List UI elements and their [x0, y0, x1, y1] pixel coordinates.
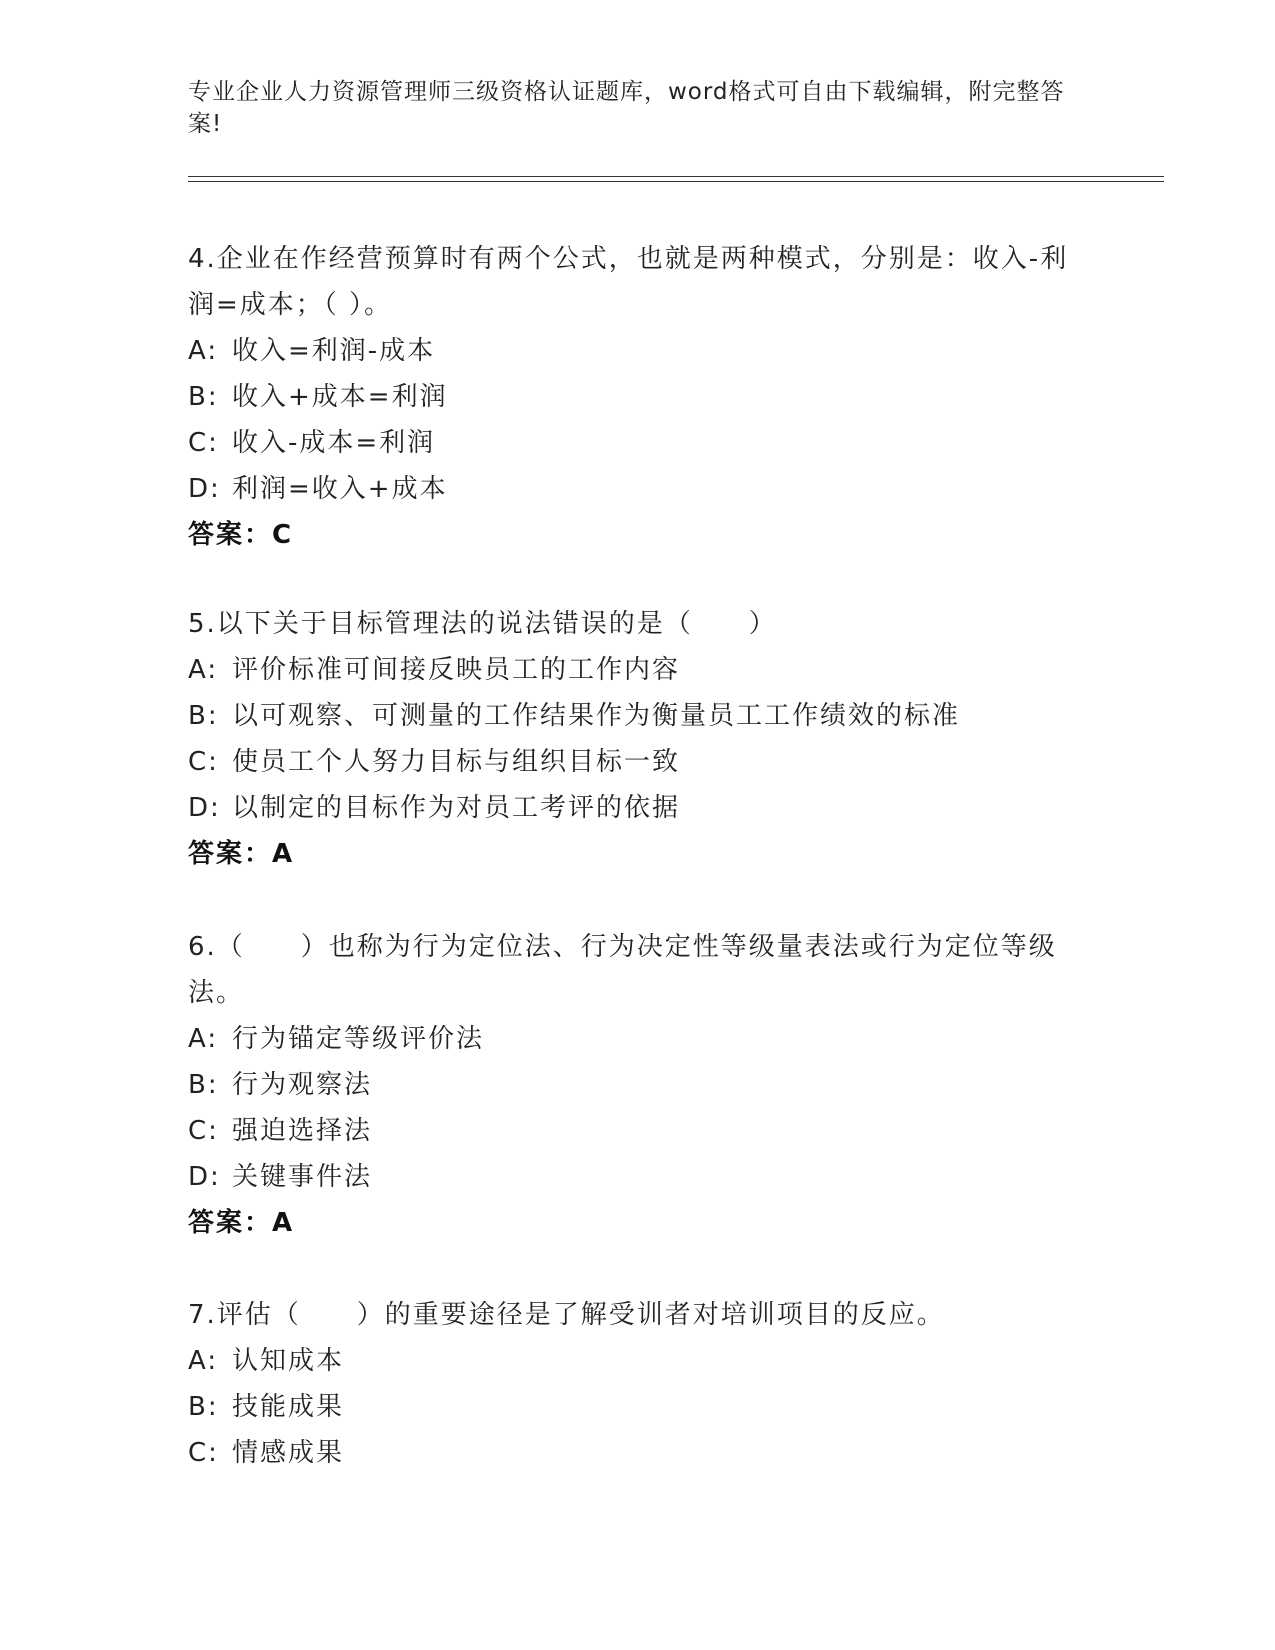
- option-text: 强迫选择法: [232, 1116, 373, 1146]
- option-text: 使员工个人努力目标与组织目标一致: [232, 747, 681, 777]
- answer: 答案：A: [188, 1208, 295, 1238]
- option-text: 收入-成本=利润: [232, 428, 436, 458]
- option-text: 关键事件法: [232, 1162, 373, 1192]
- option-d: [188, 466, 1088, 512]
- option-key: B:: [188, 701, 219, 731]
- option-b: [188, 693, 1088, 739]
- question-stem: 7.评估（ ）的重要途径是了解受训者对培训项目的反应。: [188, 1300, 945, 1330]
- option-text: 以可观察、可测量的工作结果作为衡量员工工作绩效的标准: [232, 701, 961, 731]
- option-key: C:: [188, 747, 219, 777]
- option-d: [188, 1154, 1088, 1200]
- option-c: [188, 1430, 1088, 1476]
- option-text: 以制定的目标作为对员工考评的依据: [232, 793, 681, 823]
- option-c: [188, 1108, 1088, 1154]
- option-key: B:: [188, 382, 219, 412]
- answer: 答案：A: [188, 839, 295, 869]
- question-stem: 5.以下关于目标管理法的说法错误的是（ ）: [188, 609, 777, 639]
- option-key: A:: [188, 1346, 219, 1376]
- option-key: C:: [188, 1438, 219, 1468]
- header-divider-bottom: [188, 181, 1164, 182]
- option-text: 评价标准可间接反映员工的工作内容: [232, 655, 681, 685]
- option-a: [188, 1016, 1088, 1062]
- question-stem: 4.企业在作经营预算时有两个公式，也就是两种模式，分别是：收入-利润=成本；（ ）。: [188, 244, 1069, 320]
- option-key: A:: [188, 655, 219, 685]
- option-b: [188, 374, 1088, 420]
- option-key: A:: [188, 336, 219, 366]
- option-text: 行为锚定等级评价法: [232, 1024, 485, 1054]
- question-stem: 6.（ ）也称为行为定位法、行为决定性等级量表法或行为定位等级法。: [188, 932, 1057, 1008]
- option-key: B:: [188, 1070, 219, 1100]
- option-a: [188, 1338, 1088, 1384]
- option-key: C:: [188, 1116, 219, 1146]
- option-a: [188, 328, 1088, 374]
- option-text: 利润=收入+成本: [232, 474, 448, 504]
- question-5: [188, 601, 1088, 877]
- question-7: [188, 1292, 1088, 1476]
- option-text: 收入=利润-成本: [232, 336, 436, 366]
- option-text: 技能成果: [232, 1392, 345, 1422]
- answer: 答案：C: [188, 520, 294, 550]
- option-text: 认知成本: [232, 1346, 345, 1376]
- option-key: C:: [188, 428, 219, 458]
- option-key: D:: [188, 793, 221, 823]
- option-d: [188, 785, 1088, 831]
- document-header: 专业企业人力资源管理师三级资格认证题库，word格式可自由下载编辑，附完整答案!: [188, 79, 1065, 137]
- header-divider-top: [188, 176, 1164, 177]
- question-6: [188, 924, 1088, 1246]
- option-text: 情感成果: [232, 1438, 345, 1468]
- option-b: [188, 1062, 1088, 1108]
- option-key: D:: [188, 1162, 221, 1192]
- option-c: [188, 739, 1088, 785]
- option-text: 行为观察法: [232, 1070, 373, 1100]
- option-text: 收入+成本=利润: [232, 382, 448, 412]
- option-key: A:: [188, 1024, 219, 1054]
- option-key: D:: [188, 474, 221, 504]
- option-key: B:: [188, 1392, 219, 1422]
- question-4: [188, 236, 1088, 558]
- option-c: [188, 420, 1088, 466]
- option-a: [188, 647, 1088, 693]
- option-b: [188, 1384, 1088, 1430]
